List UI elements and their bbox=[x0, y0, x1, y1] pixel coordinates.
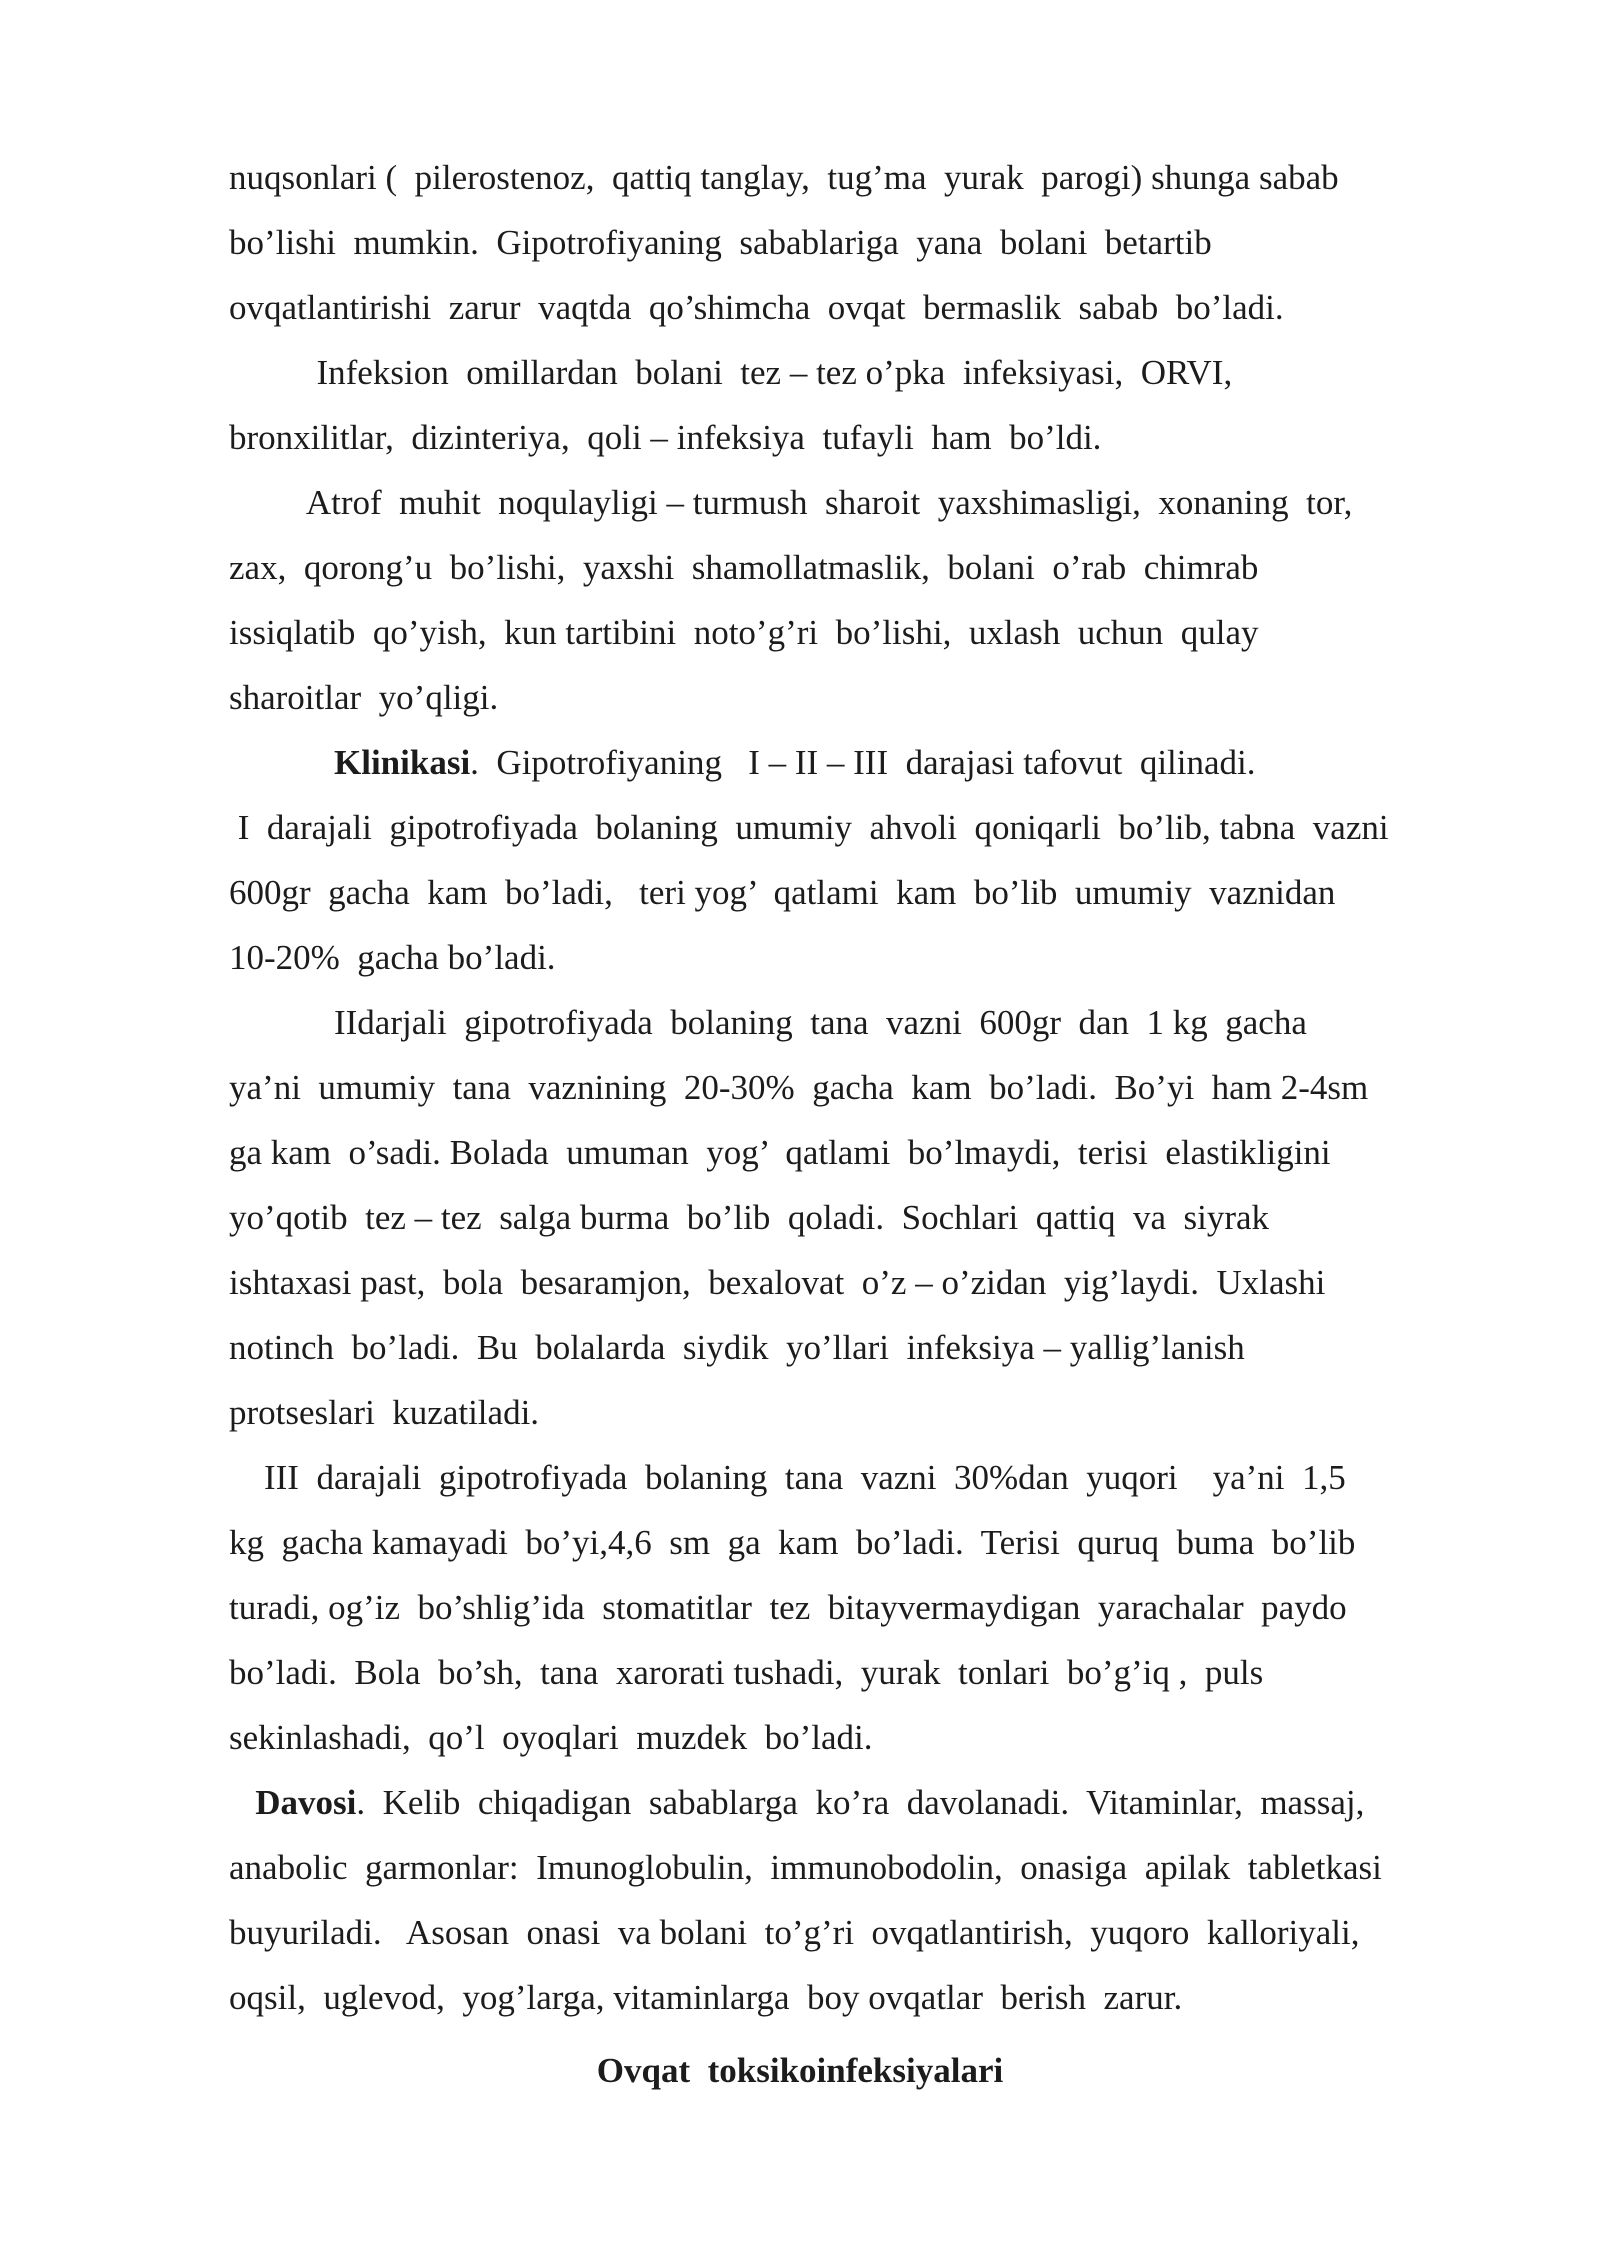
text-line: bo’ladi. Bola bo’sh, tana xarorati tushadi, yurak tonlari bo’g’iq , puls bbox=[229, 1653, 1264, 1692]
text-line: nuqsonlari ( pilerostenoz, qattiq tanglay, tug’ma yurak parogi) shunga sabab bbox=[229, 158, 1339, 197]
text-line: ishtaxasi past, bola besaramjon, bexalovat o’z – o’zidan yig’laydi. Uxlashi bbox=[229, 1263, 1326, 1302]
text-line: buyuriladi. Asosan onasi va bolani to’g’ri ovqatlantirish, yuqoro kalloriyali, bbox=[229, 1913, 1360, 1952]
text-line: anabolic garmonlar: Imunoglobulin, immunobodolin, onasiga apilak tabletkasi bbox=[229, 1848, 1382, 1887]
davosi-indent bbox=[229, 1783, 255, 1822]
text-line: oqsil, uglevod, yog’larga, vitaminlarga boy ovqatlar berish zarur. bbox=[229, 1978, 1183, 2017]
text-line: turadi, og’iz bo’shlig’ida stomatitlar tez bitayvermaydigan yarachalar paydo bbox=[229, 1588, 1347, 1627]
text-line: sekinlashadi, qo’l oyoqlari muzdek bo’ladi. bbox=[229, 1718, 873, 1757]
text-line: IIdarjali gipotrofiyada bolaning tana vazni 600gr dan 1 kg gacha bbox=[229, 1003, 1307, 1042]
text-line: 10-20% gacha bo’ladi. bbox=[229, 938, 556, 977]
text-line: Atrof muhit noqulayligi – turmush sharoit yaxshimasligi, xonaning tor, bbox=[229, 483, 1353, 522]
text-line: Infeksion omillardan bolani tez – tez o’pka infeksiyasi, ORVI, bbox=[229, 353, 1233, 392]
text-line: I darajali gipotrofiyada bolaning umumiy ahvoli qoniqarli bo’lib, tabna vazni bbox=[229, 808, 1389, 847]
davosi-line bbox=[229, 1770, 1529, 1835]
text-line: issiqlatib qo’yish, kun tartibini noto’g’ri bo’lishi, uxlash uchun qulay bbox=[229, 613, 1259, 652]
section-heading: Ovqat toksikoinfeksiyalari bbox=[596, 2051, 1004, 2090]
text-line: sharoitlar yo’qligi. bbox=[229, 678, 499, 717]
text-line: zax, qorong’u bo’lishi, yaxshi shamollatmaslik, bolani o’rab chimrab bbox=[229, 548, 1259, 587]
text-line: ya’ni umumiy tana vaznining 20-30% gacha kam bo’ladi. Bo’yi ham 2-4sm bbox=[229, 1068, 1369, 1107]
text-line: bo’lishi mumkin. Gipotrofiyaning sabablariga yana bolani betartib bbox=[229, 223, 1212, 262]
text-line: protseslari kuzatiladi. bbox=[229, 1393, 540, 1432]
klinikasi-line bbox=[229, 730, 1529, 795]
davosi-label: Davosi bbox=[255, 1783, 357, 1822]
text-line: notinch bo’ladi. Bu bolalarda siydik yo’llari infeksiya – yallig’lanish bbox=[229, 1328, 1245, 1367]
text-line: bronxilitlar, dizinteriya, qoli – infeksiya tufayli ham bo’ldi. bbox=[229, 418, 1102, 457]
text-line: ovqatlantirishi zarur vaqtda qo’shimcha ovqat bermaslik sabab bo’ladi. bbox=[229, 288, 1284, 327]
text-line: III darajali gipotrofiyada bolaning tana vazni 30%dan yuqori ya’ni 1,5 bbox=[229, 1458, 1346, 1497]
klinikasi-text: . Gipotrofiyaning I – II – III darajasi tafovut qilinadi. bbox=[470, 743, 1256, 782]
text-line: kg gacha kamayadi bo’yi,4,6 sm ga kam bo’ladi. Terisi quruq buma bo’lib bbox=[229, 1523, 1356, 1562]
klinikasi-indent bbox=[229, 743, 334, 782]
body-text bbox=[229, 145, 1529, 2030]
klinikasi-label: Klinikasi bbox=[334, 743, 471, 782]
text-line: yo’qotib tez – tez salga burma bo’lib qoladi. Sochlari qattiq va siyrak bbox=[229, 1198, 1270, 1237]
text-line: ga kam o’sadi. Bolada umuman yog’ qatlami bo’lmaydi, terisi elastikligini bbox=[229, 1133, 1331, 1172]
text-line: 600gr gacha kam bo’ladi, teri yog’ qatlami kam bo’lib umumiy vaznidan bbox=[229, 873, 1336, 912]
davosi-text: . Kelib chiqadigan sabablarga ko’ra davolanadi. Vitaminlar, massaj, bbox=[356, 1783, 1365, 1822]
